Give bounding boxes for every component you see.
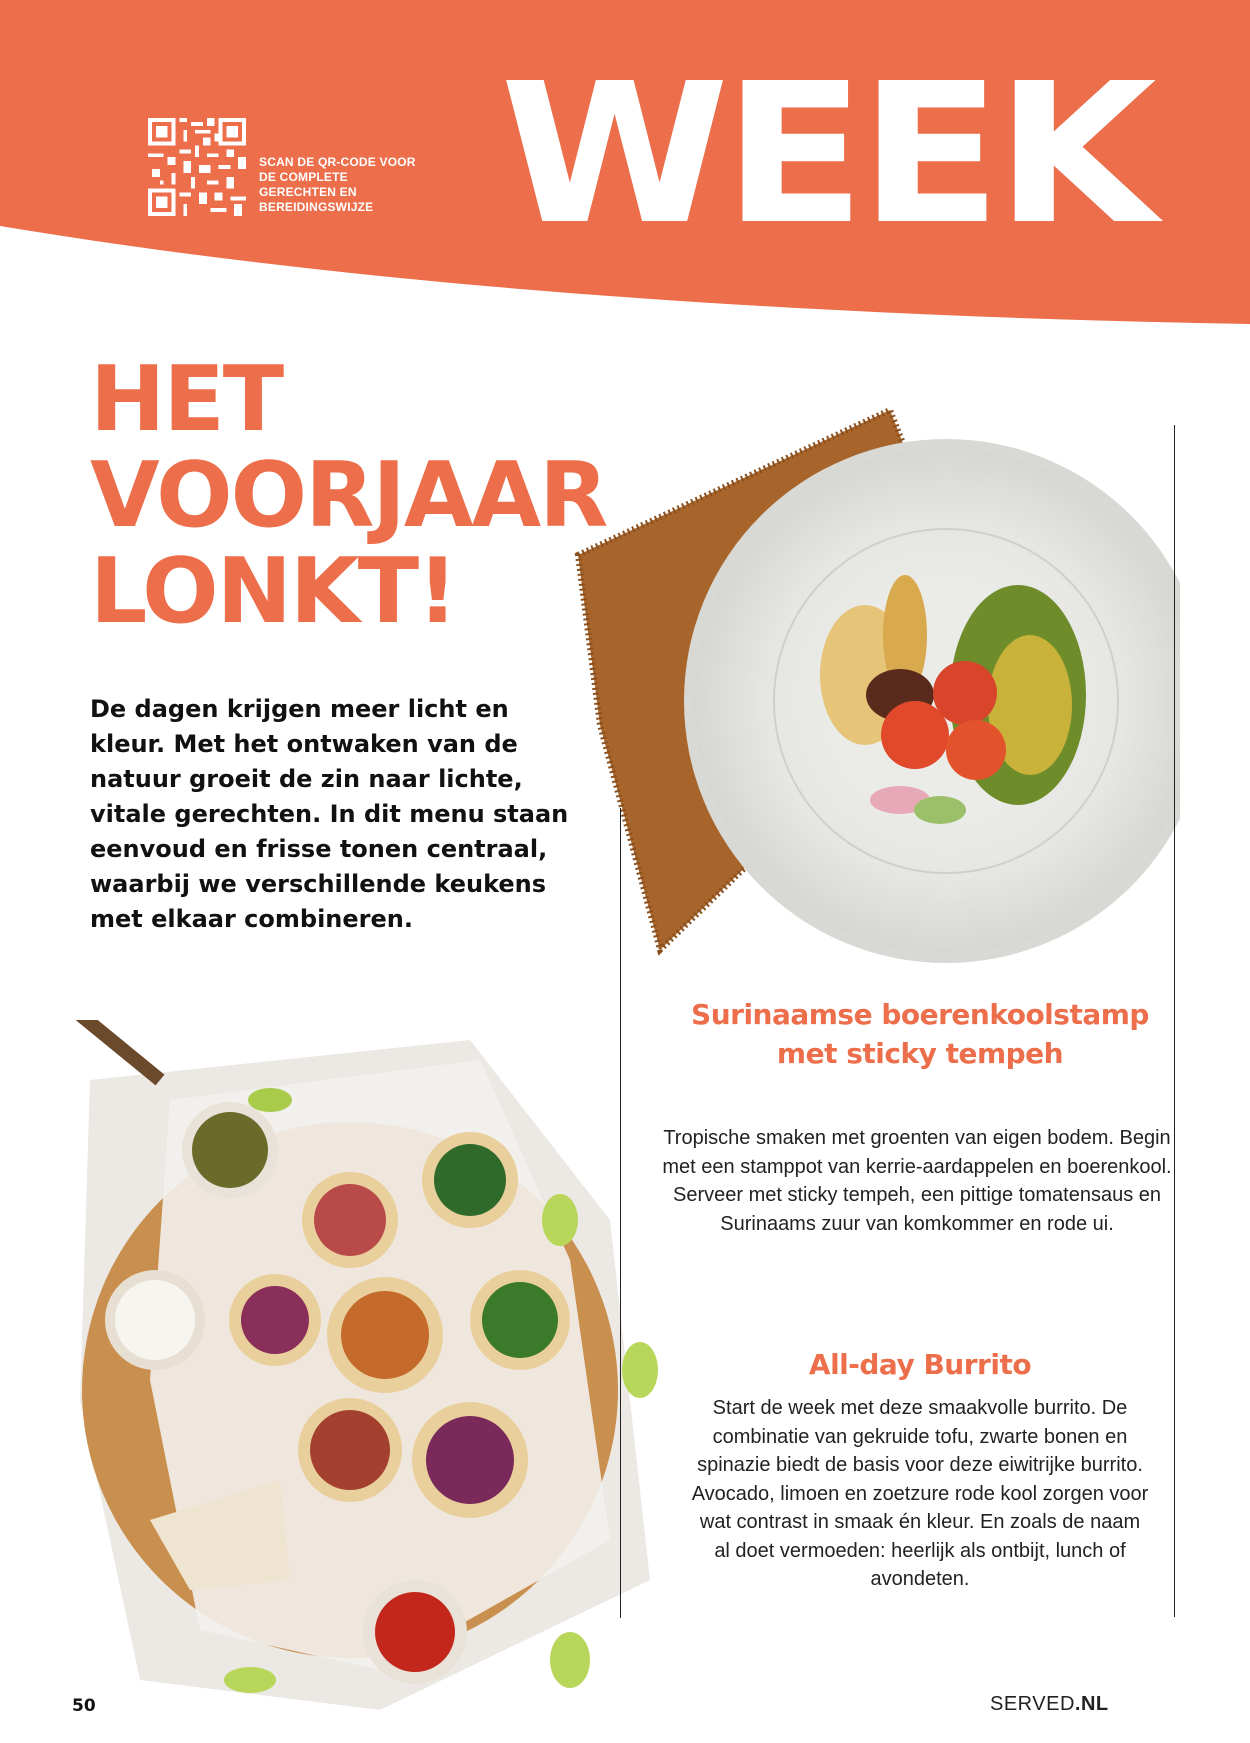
qr-code-icon[interactable] [148, 118, 246, 216]
recipe-description: Tropische smaken met groenten van eigen bodem. Begin met een stamppot van kerrie-aardappelen en boerenkool. Serveer met sticky tempeh, een pittige tomatensaus en Surinaams zuur van komkommer en rode ui. [662, 1127, 1172, 1235]
brand-tld: .NL [1074, 1693, 1109, 1715]
headline-line: HET [90, 347, 283, 452]
qr-instruction: SCAN DE QR-CODE VOOR DE COMPLETE GERECHTEN EN BEREIDINGSWIJZE [259, 155, 416, 214]
plate-photo [560, 405, 1180, 985]
brand-logo [990, 1693, 1109, 1716]
recipe-title: All-day Burrito [808, 1348, 1032, 1381]
brand-name: SERVED [990, 1693, 1075, 1715]
recipe-title: Surinaamse boerenkoolstamp met sticky tempeh [691, 998, 1149, 1070]
column-divider [1174, 425, 1175, 1617]
headline-line: LONKT! [90, 539, 457, 644]
headline-line: VOORJAAR [90, 443, 607, 548]
page-number: 50 [72, 1696, 96, 1716]
recipe-description: Start de week met deze smaakvolle burrito. De combinatie van gekruide tofu, zwarte bonen en spinazie biedt de basis voor deze eiwitrijke burrito. Avocado, limoen en zoetzure rode kool zorgen voor wat contrast in smaak én kleur. En zoals de naam al doet vermoeden: heerlijk als ontbijt, lunch of avondeten. [691, 1397, 1149, 1590]
article-headline [90, 347, 607, 644]
burrito-photo [50, 1020, 690, 1710]
column-divider [620, 808, 621, 1618]
article-intro: De dagen krijgen meer licht en kleur. Met het ontwaken van de natuur groeit de zin naar lichte, vitale gerechten. In dit menu staan eenvoud en frisse tonen centraal, waarbij we verschillende keukens met elkaar combineren. [90, 695, 569, 933]
header-title: WEEK [500, 42, 1151, 268]
